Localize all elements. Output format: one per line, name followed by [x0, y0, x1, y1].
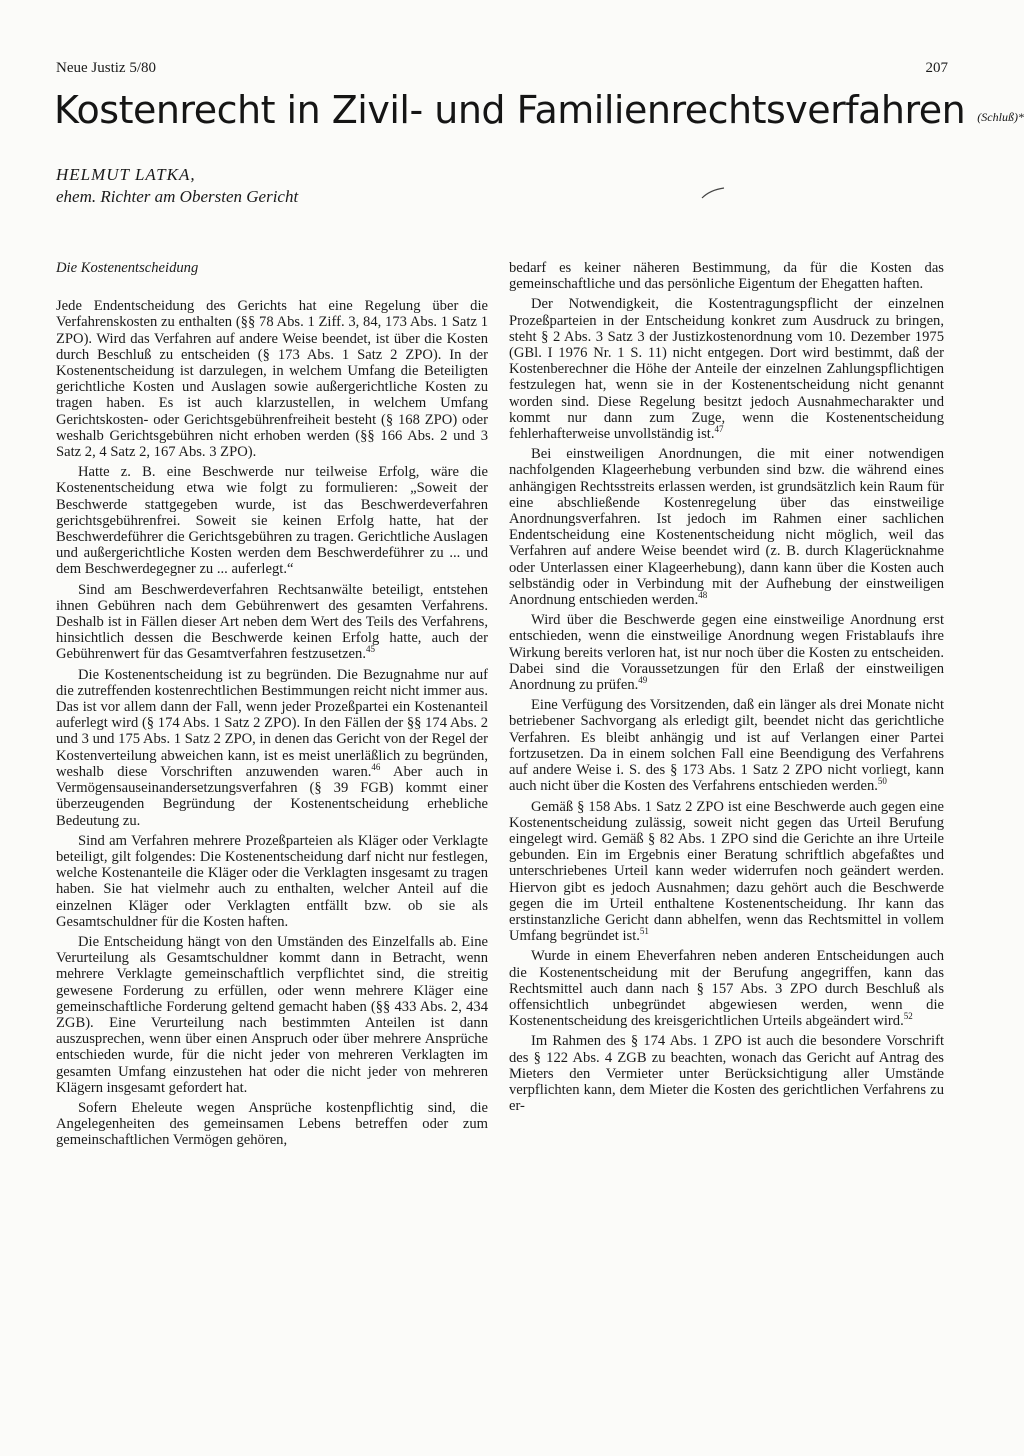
- running-header: [56, 60, 948, 82]
- right-column: [509, 260, 944, 1118]
- section-heading: Die Kostenentscheidung: [56, 260, 199, 276]
- paragraph: [56, 582, 488, 663]
- paragraph: [56, 934, 488, 1096]
- paragraph: [56, 298, 488, 460]
- paragraph: [509, 296, 944, 442]
- footnote-ref: 51: [639, 926, 649, 937]
- paragraph: [509, 260, 944, 292]
- paragraph: [56, 464, 488, 577]
- paragraph-text: bedarf es keiner näheren Bestimmung, da für die Kosten das gemeinschaftliche und das persönliche Eigentum der Ehegatten haften.: [509, 260, 944, 293]
- paragraph: [509, 799, 944, 945]
- author-role: ehem. Richter am Obersten Gericht: [56, 187, 299, 206]
- title-note: (Schluß)*: [977, 110, 1024, 124]
- article-title-line: [54, 88, 1024, 132]
- paragraph: [509, 612, 944, 693]
- paragraph-text: Jede Endentscheidung des Gerichts hat eine Regelung über die Verfahrenskosten zu enthalten (§§ 78 Abs. 1 Ziff. 3, 84, 173 Abs. 1 Satz 1 ZPO). Wird das Verfahren auf andere Weise beendet, ist über die Kosten durch Beschluß zu entscheiden (§ 173 Abs. 1 Satz 2 ZPO). In der Kostenentscheidung ist darzulegen, in welchem Umfang die Beteiligten gerichtliche Kosten und Auslagen sowie außergerichtliche Kosten zu tragen haben. Es ist auch klarzustellen, in welchem Umfang Gerichtskosten- oder Gerichtsgebührenfreiheit besteht (§ 168 ZPO) oder weshalb Gerichtsgebühren nicht erhoben werden (§§ 166 Abs. 2 und 3 Satz 2, 4 Satz 2, 167 Abs. 3 ZPO).: [56, 298, 488, 461]
- pen-mark: [700, 186, 726, 200]
- paragraph-text: Wird über die Beschwerde gegen eine einstweilige Anordnung erst entschieden, wenn die einstweilige Anordnung wegen Fristablaufs ihre Wirkung bereits verloren hat, ist nur noch über die Kosten zu entscheiden. Dabei sind die Voraussetzungen für den Erlaß der einstweiligen Anordnung zu prüfen.: [509, 612, 944, 694]
- left-column: [56, 260, 488, 1153]
- footnote-ref: 50: [877, 776, 887, 787]
- footnote-ref: 45: [365, 644, 375, 655]
- article-title: Kostenrecht in Zivil- und Familienrechtsverfahren: [54, 88, 966, 132]
- paragraph-text: Bei einstweiligen Anordnungen, die mit einer notwendigen nachfolgenden Klageerhebung verbunden sind bzw. die während eines anhängigen Rechtsstreits erlassen werden, ist grundsätzlich kein Raum für eine abschließende Kostenregelung über das einstweilige Anordnungsverfahren. Ist jedoch im Rahmen einer sachlichen Endentscheidung eine Kostenentscheidung nicht möglich, weil das Verfahren auf andere Weise beendet wird (z. B. durch Klagerücknahme oder Unterlassen einer Klageerhebung), dann kann über die Kosten auch selbständig oder in Verbindung mit der Aufhebung der einstweiligen Anordnung entschieden werden.: [509, 446, 944, 609]
- footnote-ref: 48: [698, 590, 708, 601]
- footnote-ref: 46: [371, 762, 381, 773]
- footnote-ref: 49: [638, 675, 648, 686]
- paragraph-text: Eine Verfügung des Vorsitzenden, daß ein länger als drei Monate nicht betriebener Sachvorgang als erledigt gilt, beendet nicht das gerichtliche Verfahren. Es bleibt anhängig und ist auf Verlangen einer Partei fortzusetzen. Da in einem solchen Fall eine Beendigung des Verfahrens auf andere Weise i. S. des § 173 Abs. 1 Satz 2 ZPO nicht vorliegt, kann auch nicht über die Kosten des Verfahrens entschieden werden.: [509, 697, 944, 795]
- paragraph-text: Im Rahmen des § 174 Abs. 1 ZPO ist auch die besondere Vorschrift des § 122 Abs. 4 ZGB zu beachten, wonach das Gericht auf Antrag des Mieters den Vermieter unter Berücksichtigung aller Umstände verpflichten kann, dem Mieter die Kosten des gerichtlichen Verfahrens zu er-: [509, 1033, 944, 1115]
- paragraph: [509, 1033, 944, 1114]
- paragraph-text: Gemäß § 158 Abs. 1 Satz 2 ZPO ist eine Beschwerde auch gegen eine Kostenentscheidung zulässig, soweit nicht gegen das Urteil Berufung eingelegt wird. Gemäß § 82 Abs. 1 ZPO sind die Gerichte an ihre Urteile gebunden. Ein im Ergebnis einer Beratung schriftlich abgefaßtes und unterschriebenes Urteil kann weder widerrufen noch geändert werden. Hiervon gibt es jedoch Ausnahmen; dazu gehört auch die Beschwerde gegen die im Urteil enthaltene Kostenentscheidung. Ihr kann das erstinstanzliche Gericht dann abhelfen, wenn das Rechtsmittel in vollem Umfang begründet ist.: [509, 798, 944, 945]
- paragraph-text: Die Entscheidung hängt von den Umständen des Einzelfalls ab. Eine Verurteilung als Gesamtschuldner kommt dann in Betracht, wenn mehrere Verklagte gemeinschaftlich verpflichtet sind, die streitig gewesene Forderung zu erfüllen, oder wenn mehrere Kläger eine gemeinschaftliche Forderung geltend gemacht haben (§§ 433 Abs. 2, 434 ZGB). Eine Verurteilung nach bestimmten Anteilen ist dann auszusprechen, wenn über einen Anspruch oder über mehrere Ansprüche entschieden wurde, für die nicht jeder von mehreren Verklagten im gesamten Umfang einzustehen hat oder die nicht jeder von mehreren Klägern insgesamt gefordert hat.: [56, 933, 488, 1096]
- paragraph: [56, 1100, 488, 1149]
- paragraph-text: Hatte z. B. eine Beschwerde nur teilweise Erfolg, wäre die Kostenentscheidung etwa wie folgt zu formulieren: „Soweit der Beschwerde stattgegeben wurde, ist das Beschwerdeverfahren gerichtsgebührenfrei. Soweit sie keinen Erfolg hatte, hat der Beschwerdeführer die Gerichtsgebühren zu tragen. Gerichtliche Auslagen und außergerichtliche Kosten werden dem Beschwerdeführer zu ... und dem Beschwerdegegner zu ... auferlegt.“: [56, 464, 488, 578]
- paragraph-text: Die Kostenentscheidung ist zu begründen. Die Bezugnahme nur auf die zutreffenden kostenrechtlichen Bestimmungen reicht nicht immer aus. Das ist vor allem dann der Fall, wenn jeder Prozeßpartei ein Kostenanteil auferlegt wird (§ 174 Abs. 1 Satz 2 ZPO). In den Fällen der §§ 174 Abs. 2 und 3 und 175 Abs. 1 Satz 2 ZPO, in denen das Gericht von der Regel der Kostenverteilung abweichen kann, ist es meist unerläßlich zu begründen, weshalb diese Vorschriften anzuwenden waren.: [56, 666, 488, 780]
- paragraph: [56, 667, 488, 829]
- paragraph-text: Sind am Verfahren mehrere Prozeßparteien als Kläger oder Verklagte beteiligt, gilt folgendes: Die Kostenentscheidung darf nicht nur festlegen, welche Kostenanteile die Kläger oder die Verklagten insgesamt zu tragen haben. Sie hat vielmehr auch zu enthalten, welcher Anteil auf die einzelnen Kläger oder Verklagten entfällt bzw. ob sie als Gesamtschuldner für die Kosten haften.: [56, 832, 488, 930]
- paragraph-text: Wurde in einem Eheverfahren neben anderen Entscheidungen auch die Kostenentscheidung mit der Berufung angegriffen, kann das Rechtsmittel auch dann nach § 157 Abs. 3 ZPO durch Beschluß als offensichtlich unbegründet abgewiesen werden, wenn die Kostenentscheidung des kreisgerichtlichen Urteils abgeändert wird.: [509, 948, 944, 1030]
- journal-issue: Neue Justiz 5/80: [56, 60, 156, 76]
- paragraph: [509, 948, 944, 1029]
- paragraph-text: Sofern Eheleute wegen Ansprüche kostenpflichtig sind, die Angelegenheiten des gemeinsamen Lebens betreffen oder zum gemeinschaftlichen Vermögen gehören,: [56, 1099, 488, 1149]
- paragraph-text: Sind am Beschwerdeverfahren Rechtsanwälte beteiligt, entstehen ihnen Gebühren nach dem Gebührenwert des gesamten Verfahrens. Deshalb ist in Fällen dieser Art neben dem Wert des Teils des Verfahrens, hinsichtlich dessen die Beschwerde keinen Erfolg hatte, auch der Gebührenwert für das Gesamtverfahren festzusetzen.: [56, 581, 488, 663]
- paragraph-text-tail: Aber auch in Vermögensauseinandersetzungsverfahren (§ 39 FGB) kommt einer überzeugenden Begründung der Kostenentscheidung erhebliche Bedeutung zu.: [56, 763, 488, 829]
- page-number: 207: [925, 60, 948, 76]
- paragraph: [56, 833, 488, 930]
- footnote-ref: 52: [903, 1011, 913, 1022]
- paragraph-text: Der Notwendigkeit, die Kostentragungspflicht der einzelnen Prozeßparteien in der Entscheidung konkret zum Ausdruck zu bringen, steht § 2 Abs. 3 Satz 3 der Justizkostenordnung vom 10. Dezember 1975 (GBl. I 1976 Nr. 1 S. 11) nicht entgegen. Dort wird bestimmt, daß der Kostenberechner die Höhe der Anteile der einzelnen Zahlungspflichtigen festzulegen hat, wenn sie in der Kostenentscheidung nicht genannt worden sind. Diese Regelung besitzt jedoch Ausnahmecharakter und kommt nur dann zum Zuge, wenn die Kostenentscheidung fehlerhafterweise unvollständig ist.: [509, 296, 944, 443]
- paragraph: [509, 446, 944, 608]
- author-block: [56, 164, 298, 208]
- paragraph: [509, 697, 944, 794]
- footnote-ref: 47: [714, 424, 724, 435]
- author-name: HELMUT LATKA,: [56, 165, 196, 184]
